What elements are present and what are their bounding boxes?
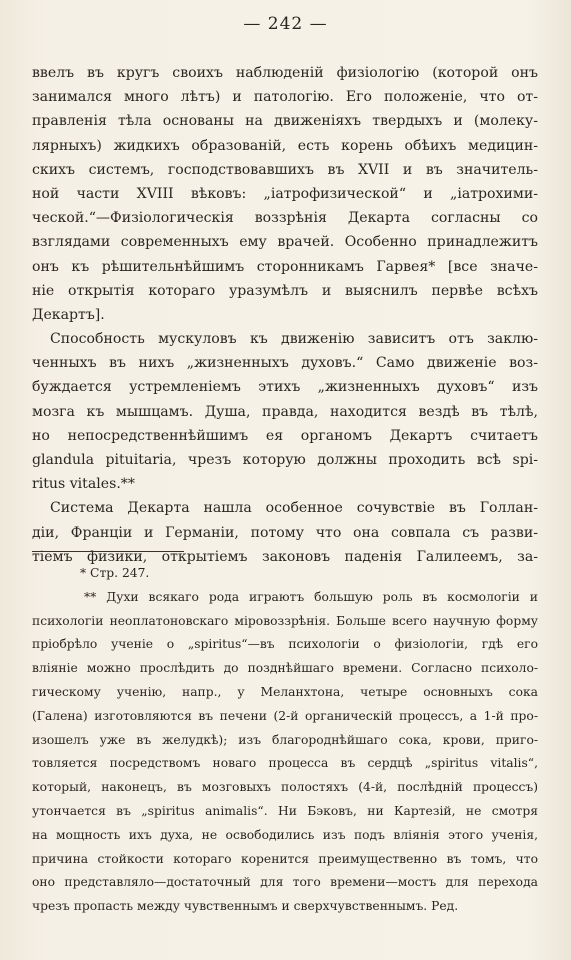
text-line: правленія тѣла основаны на движеніяхъ твердыхъ и (молеку- — [32, 113, 538, 130]
text-line: ной части XVIII вѣковъ: „іатрофизической“ и „іатрохими- — [32, 185, 538, 202]
footnote-line: товляется посредствомъ новаго процесса въ сердцѣ „spiritus vitalis“, — [32, 756, 538, 771]
text-line: glandula pituitaria, чрезъ которую должны проходить всѣ spi- — [32, 452, 538, 468]
text-line: ченныхъ въ нихъ „жизненныхъ духовъ.“ Само движеніе воз- — [32, 355, 538, 372]
footnote-line: причина стойкости котораго коренится преимущественно въ томъ, что — [32, 851, 538, 866]
footnote-line: вліяніе можно прослѣдить до позднѣйшаго времени. Согласно психоло- — [32, 661, 538, 676]
footnote-line: ** Духи всякаго рода играютъ большую роль въ космологіи и — [84, 589, 538, 604]
footnote-line: * Стр. 247. — [80, 566, 150, 580]
footnote-line: гическому ученію, напр., у Меланхтона, четыре основныхъ сока — [32, 684, 538, 699]
footnote-line: на мощность ихъ духа, не освободились изъ подъ вліянія этого ученія, — [32, 827, 538, 842]
footnote-line: который, наконецъ, въ мозговыхъ полостяхъ (4-й, послѣдній процессъ) — [32, 780, 538, 795]
text-line: ritus vitales.** — [32, 476, 135, 493]
text-line: взглядами современныхъ ему врачей. Особенно принадлежитъ — [32, 234, 538, 251]
footnote-line: психологіи неоплатоновскаго міровоззрѣнія. Больше всего научную форму — [32, 613, 538, 628]
footnotes — [32, 562, 538, 919]
footnote-line: чрезъ пропасть между чувственнымъ и сверхчувственнымъ. Ред. — [32, 899, 459, 914]
footnote-line: оно представляло—достаточный для того времени—мостъ для перехода — [32, 875, 538, 890]
text-line: скихъ системъ, господствовавшихъ въ XVII и въ значитель- — [32, 161, 538, 178]
text-line: ввелъ въ кругъ своихъ наблюденій физіологію (которой онъ — [32, 65, 538, 81]
text-line: лярныхъ) жидкихъ образованій, есть корень обѣихъ медицин- — [32, 137, 538, 154]
main-text — [32, 61, 538, 569]
page-number: — 242 — — [243, 14, 328, 34]
text-line: буждается устремленіемъ этихъ „жизненныхъ духовъ“ изъ — [32, 379, 538, 396]
text-line: онъ къ рѣшительнѣйшимъ сторонникамъ Гарвея* [все значе- — [32, 258, 538, 275]
text-line: ніе открытія котораго уразумѣлъ и выяснилъ первѣе всѣхъ — [32, 282, 538, 299]
text-line: занимался много лѣтъ) и патологію. Его положеніе, что от- — [32, 89, 538, 106]
footnote-line: изошелъ уже въ желудкѣ); изъ благороднѣйшаго сока, крови, приго- — [32, 732, 538, 747]
footnote-line: (Галена) изготовляются въ печени (2-й органическій процессъ, а 1-й про- — [32, 708, 538, 723]
text-line: Декартъ]. — [32, 306, 105, 323]
text-line: мозга къ мышцамъ. Душа, правда, находится вездѣ въ тѣлѣ, — [32, 403, 538, 420]
text-line: ческой.“—Физіологическія воззрѣнія Декарта согласны со — [32, 210, 538, 227]
text-line: Система Декарта нашла особенное сочувствіе въ Голлан- — [50, 500, 538, 517]
text-line: тіемъ физики, открытіемъ законовъ паденія Галилеемъ, за- — [32, 548, 538, 565]
text-line: но непосредственнѣйшимъ ея органомъ Декартъ считаетъ — [32, 427, 538, 444]
text-line: діи, Франціи и Германіи, потому что она совпала съ разви- — [32, 524, 538, 541]
footnote-divider — [32, 551, 184, 552]
footnote-line: пріобрѣло ученіе о „spiritus“—въ психологіи о физіологіи, гдѣ его — [32, 637, 538, 652]
text-line: Способность мускуловъ къ движенію зависитъ отъ заклю- — [50, 331, 538, 348]
footnote-line: утончается въ „spiritus animalis“. Ни Бэковъ, ни Картезій, не смотря — [32, 803, 538, 818]
